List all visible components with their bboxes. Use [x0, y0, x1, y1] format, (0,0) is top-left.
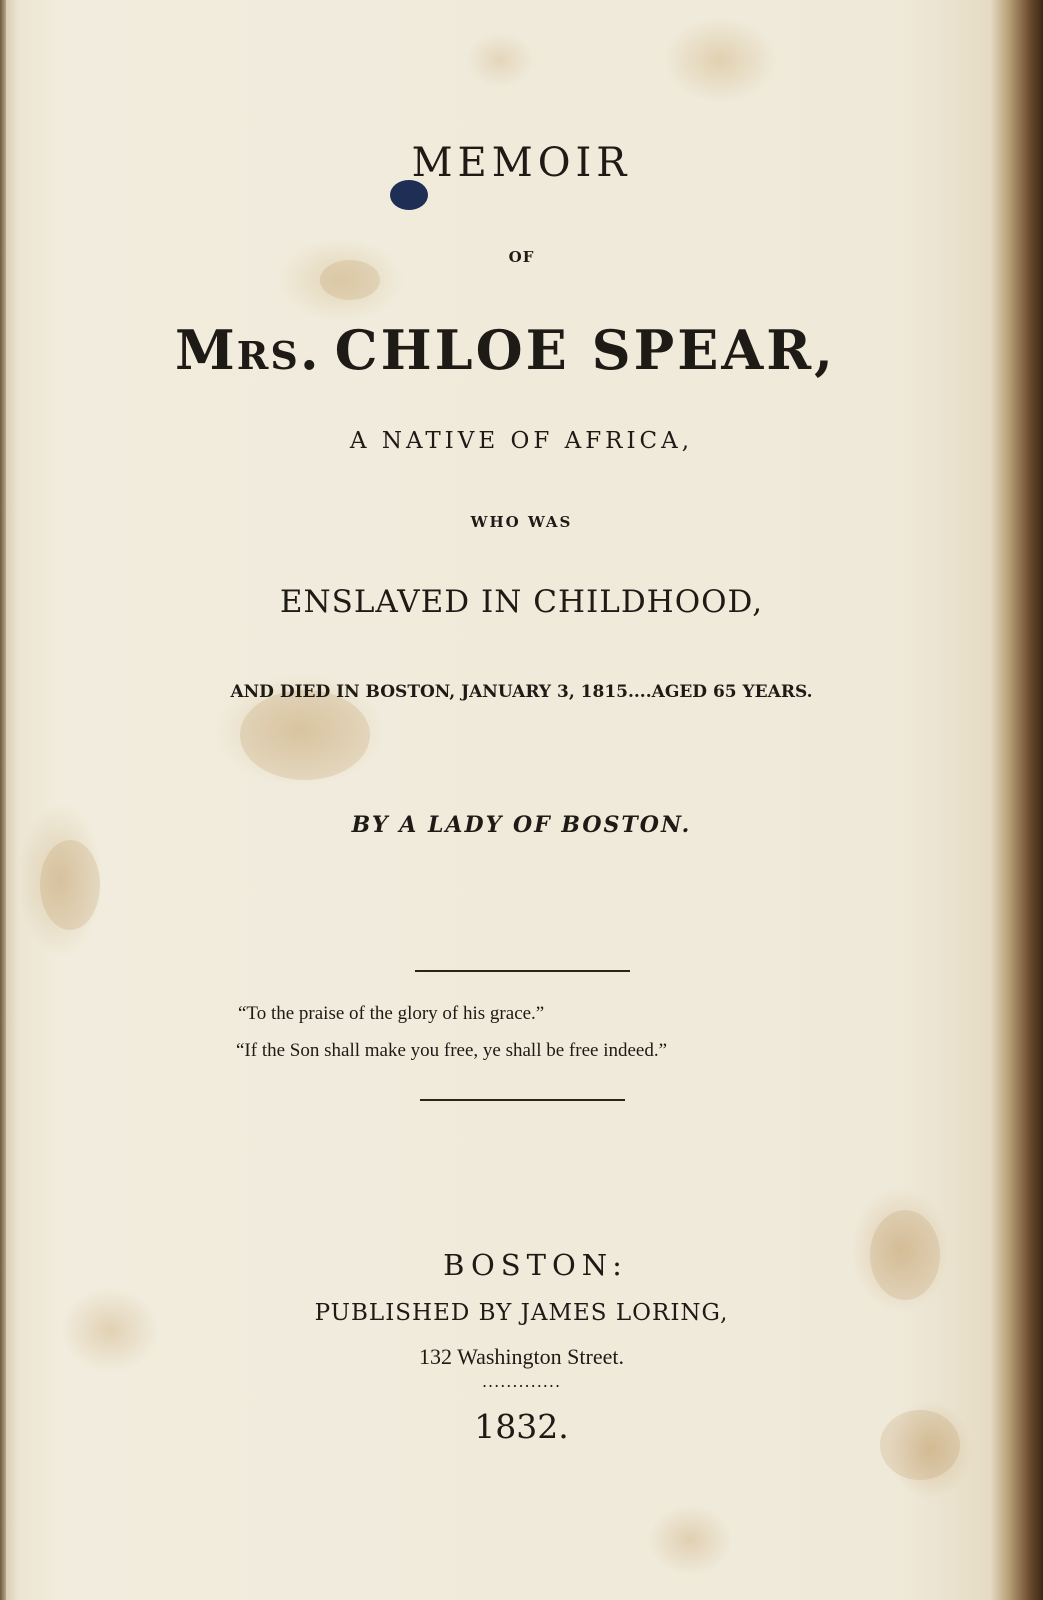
author-line: BY A LADY OF BOSTON.	[351, 812, 692, 838]
title-name-prefix: Mrs.	[175, 318, 321, 382]
title-name-main: CHLOE SPEAR,	[334, 318, 836, 382]
subtitle-native: A NATIVE OF AFRICA,	[349, 428, 694, 454]
foxing-stain	[320, 260, 380, 300]
imprint-address: 132 Washington Street.	[419, 1344, 624, 1369]
subtitle-who-was: WHO WAS	[470, 513, 573, 531]
epigraph-quote-2: “If the Son shall make you free, ye shall be free indeed.”	[236, 1040, 668, 1061]
divider-top	[415, 970, 630, 972]
foxing-stain	[40, 840, 100, 930]
title-name	[0, 318, 1027, 382]
imprint-publisher: PUBLISHED BY JAMES LORING,	[314, 1300, 729, 1326]
foxing-stain	[240, 690, 370, 780]
subtitle-died: AND DIED IN BOSTON, JANUARY 3, 1815....AGED 65 YEARS.	[230, 682, 813, 702]
epigraph-quote-1: “To the praise of the glory of his grace.”	[238, 1003, 545, 1024]
subtitle-enslaved: ENSLAVED IN CHILDHOOD,	[279, 584, 764, 620]
divider-bottom	[420, 1099, 625, 1101]
title-of: OF	[508, 248, 535, 266]
imprint-dots: .............	[481, 1372, 562, 1391]
imprint-city: BOSTON:	[443, 1248, 628, 1282]
title-memoir: MEMOIR	[411, 140, 632, 186]
imprint-year: 1832.	[474, 1407, 569, 1446]
